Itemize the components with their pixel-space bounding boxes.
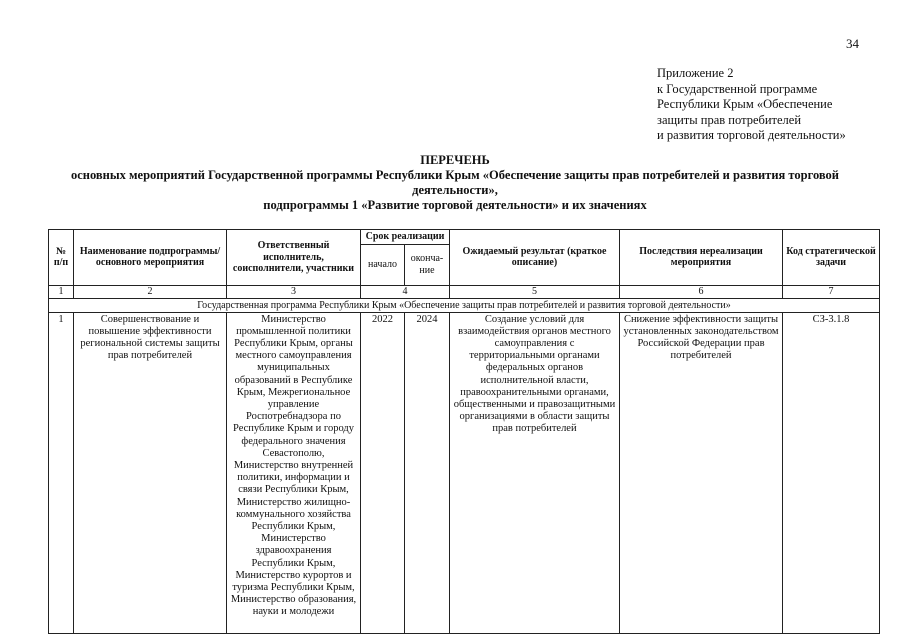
column-number: 1 bbox=[49, 285, 74, 298]
appendix-note bbox=[657, 66, 897, 144]
appendix-line: к Государственной программе bbox=[657, 81, 818, 96]
page-number: 34 bbox=[846, 36, 859, 51]
column-number: 3 bbox=[227, 285, 361, 298]
header-executor: Ответственный исполнитель, соисполнители, участники bbox=[227, 230, 361, 286]
appendix-line: Республики Крым «Обеспечение bbox=[657, 97, 833, 111]
appendix-line: защиты прав потребителей bbox=[657, 112, 802, 127]
title-subtitle: основных мероприятий Государственной программы Республики Крым «Обеспечение защиты прав потребителей и развития торговой деятельности», bbox=[70, 168, 840, 197]
header-start: начало bbox=[361, 244, 405, 285]
title-heading: ПЕРЕЧЕНЬ bbox=[420, 153, 490, 167]
document-title bbox=[40, 153, 870, 213]
header-consequences: Последствия нереализации мероприятия bbox=[620, 230, 783, 286]
header-period: Срок реализации bbox=[361, 230, 450, 245]
column-number: 2 bbox=[74, 285, 227, 298]
title-subprogram: подпрограммы 1 «Развитие торговой деятельности» и их значениях bbox=[263, 198, 647, 212]
column-number: 4 bbox=[361, 285, 450, 298]
activities-table bbox=[48, 229, 880, 634]
header-result: Ожидаемый результат (краткое описание) bbox=[450, 230, 620, 286]
cell-end: 2024 bbox=[405, 312, 450, 633]
header-num: № п/п bbox=[49, 230, 74, 286]
column-number: 6 bbox=[620, 285, 783, 298]
column-number: 5 bbox=[450, 285, 620, 298]
column-number-row bbox=[49, 285, 880, 298]
column-number: 7 bbox=[783, 285, 880, 298]
header-name: Наименование подпрограммы/основного мероприятия bbox=[74, 230, 227, 286]
cell-consequences: Снижение эффективности защиты установленных законодательством Российской Федерации прав потребителей bbox=[620, 312, 783, 633]
section-title: Государственная программа Республики Крым «Обеспечение защиты прав потребителей и развития торговой деятельности» bbox=[49, 298, 880, 312]
table-row bbox=[49, 312, 880, 633]
section-row bbox=[49, 298, 880, 312]
appendix-line: и развития торговой деятельности» bbox=[657, 128, 846, 142]
header-code: Код стратегической задачи bbox=[783, 230, 880, 286]
cell-code: СЗ-3.1.8 bbox=[783, 312, 880, 633]
cell-executor: Министерство промышленной политики Республики Крым, органы местного самоуправления муниципальных образований в Республике Крым, Межрегиональное управление Роспотребнадзора по Республике Крым и городу федерального значения Севастополю, Министерство внутренней политики, информации и связи Республики Крым, Министерство жилищно-коммунального хозяйства Республики Крым, Министерство здравоохранения Республики Крым, Министерство курортов и туризма Республики Крым, Министерство образования, науки и молодежи bbox=[227, 312, 361, 633]
cell-name: Совершенствование и повышение эффективности региональной системы защиты прав потребителей bbox=[74, 312, 227, 633]
cell-start: 2022 bbox=[361, 312, 405, 633]
cell-num: 1 bbox=[49, 312, 74, 633]
appendix-line: Приложение 2 bbox=[657, 66, 734, 80]
cell-result: Создание условий для взаимодействия органов местного самоуправления с территориальными органами федеральных органов исполнительной власти, правоохранительными органами, общественными и правозащитными организациями в области защиты прав потребителей bbox=[450, 312, 620, 633]
header-end: оконча-ние bbox=[405, 244, 450, 285]
